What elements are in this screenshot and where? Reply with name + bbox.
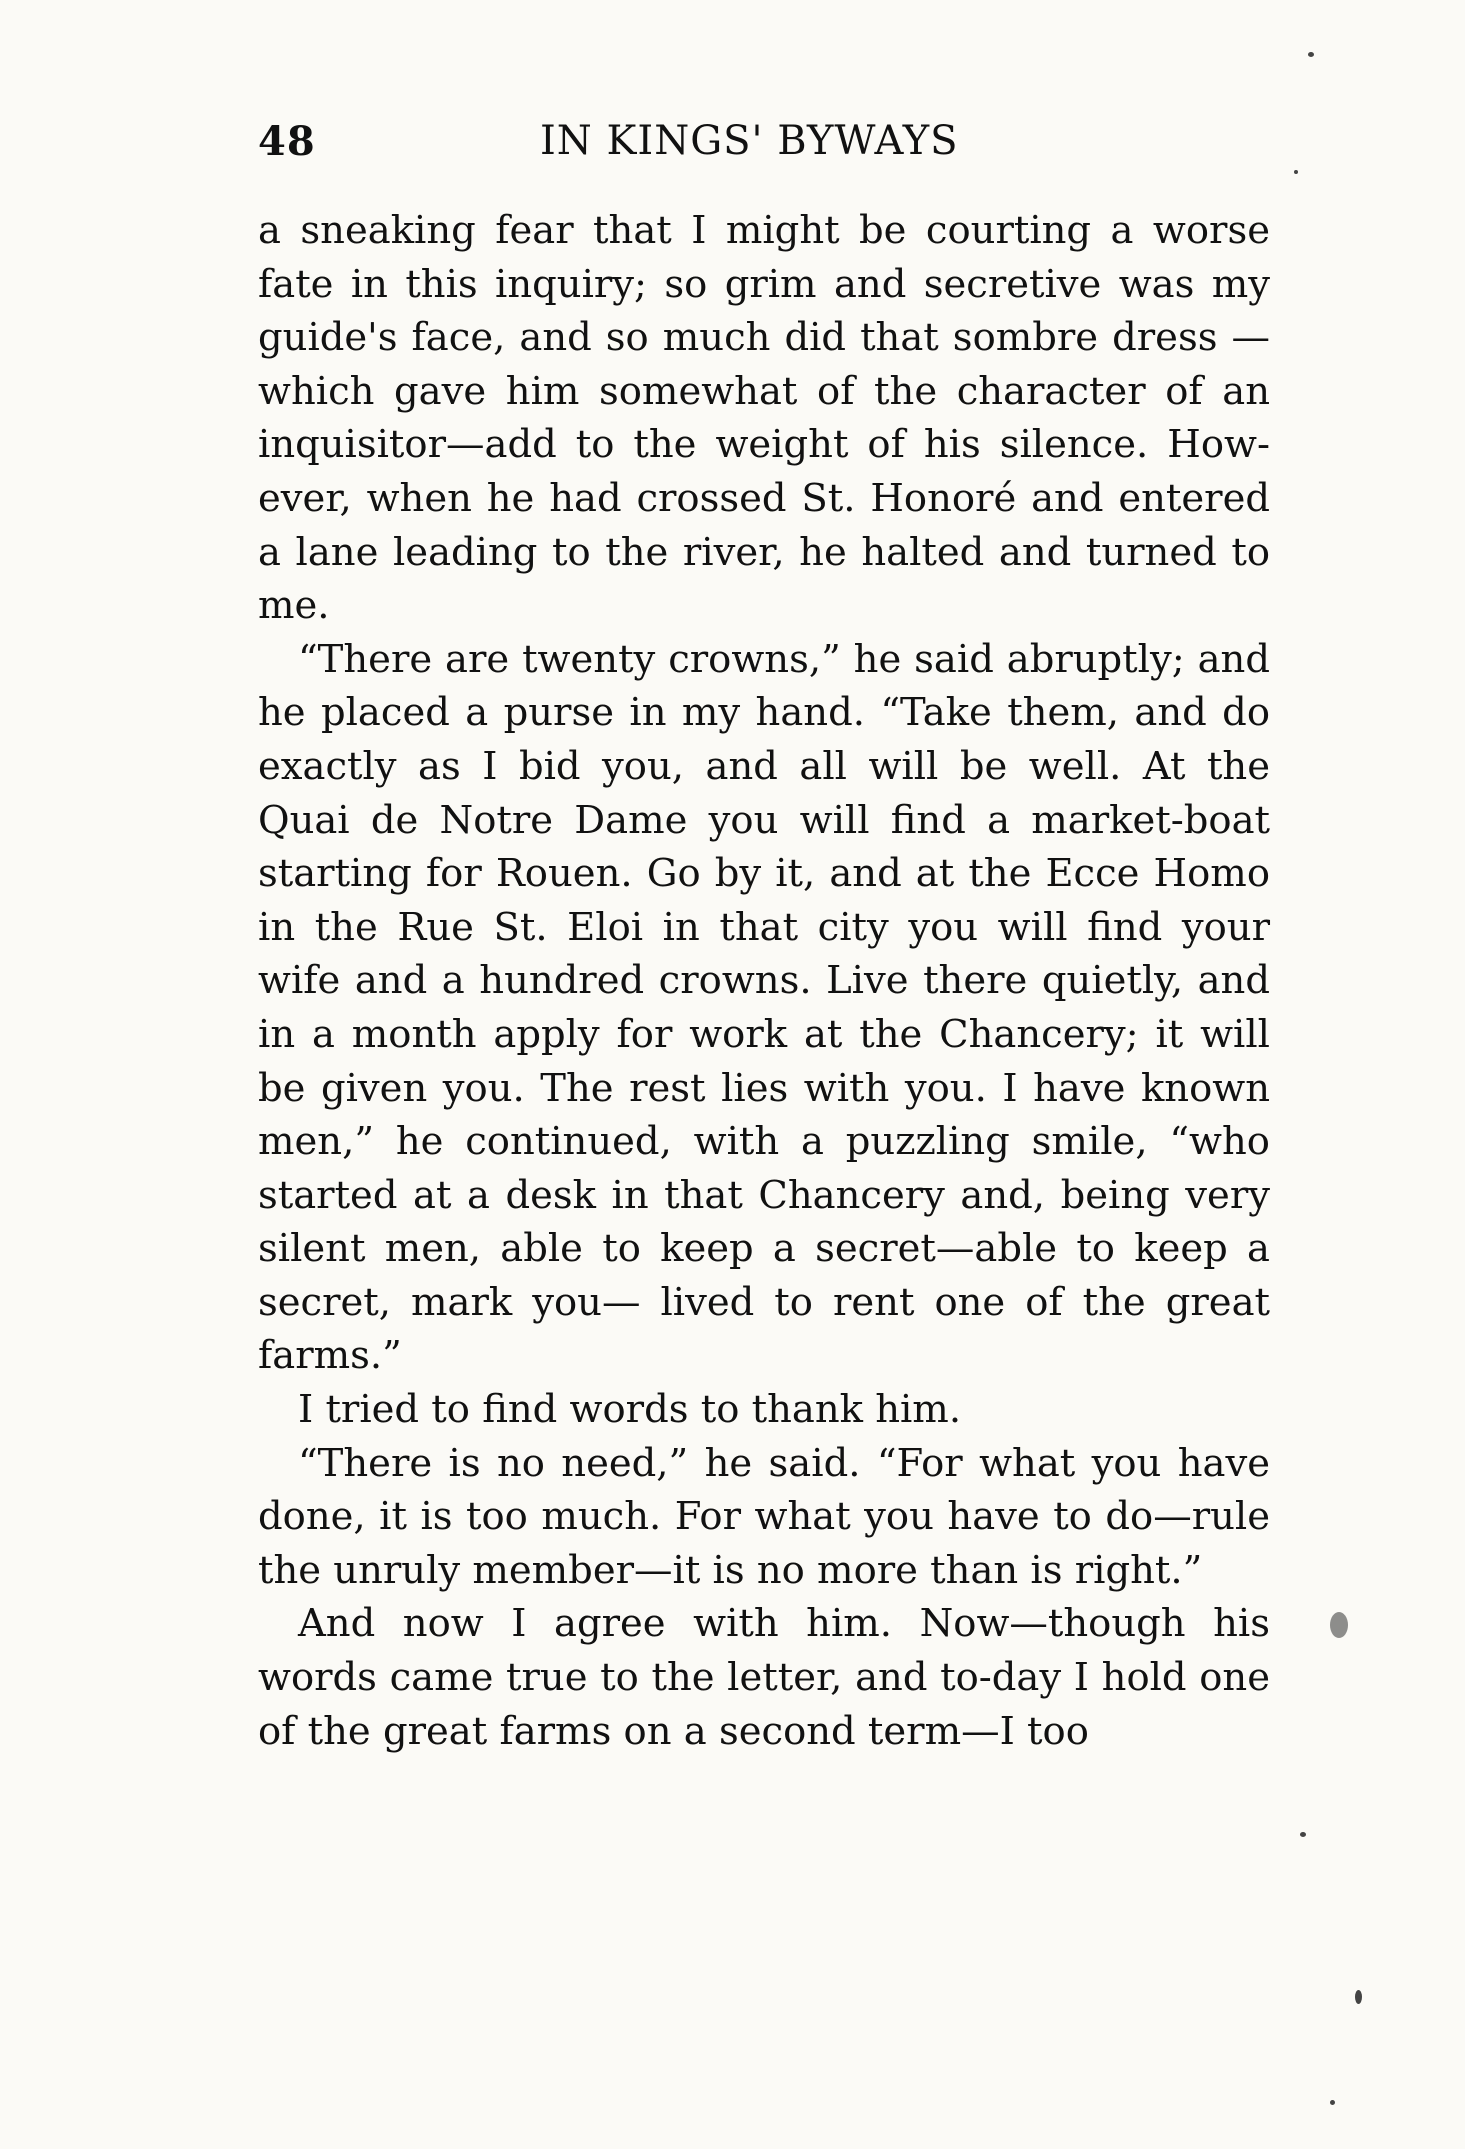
paragraph: I tried to find words to thank him. — [298, 1387, 962, 1433]
scan-speck — [1294, 170, 1298, 174]
paragraph: “There is no need,” he said. “For what you have done, it is too much. For what you have to do—rule the unruly member—it is no more than is right.” — [258, 1440, 1270, 1593]
paragraph: “There are twenty crowns,” he said abruptly; and he placed a purse in my hand. “Take them, and do exactly as I bid you, and all will be well. At the Quai de Notre Dame you will find a market-boat starting for Rouen. Go by it, and at the Ecce Homo in the Rue St. Eloi in that city you will find your wife and a hundred crowns. Live there quietly, and in a month apply for work at the Chancery; it will be given you. The rest lies with you. I have known men,” he continued, with a puzzling smile, “who started at a desk in that Chancery and, being very silent men, able to keep a secret—able to keep a secret, mark you— lived to rent one of the great farms.” — [258, 636, 1270, 1379]
scan-speck — [1355, 1990, 1362, 2004]
scan-speck — [1330, 2100, 1335, 2105]
paragraph: And now I agree with him. Now—though his words came true to the letter, and to-day I hold one of the great farms on a second term—I too — [258, 1601, 1270, 1754]
scan-speck — [1330, 1612, 1348, 1638]
scan-speck — [1300, 1832, 1306, 1837]
running-title: IN KINGS' BYWAYS — [540, 118, 959, 164]
page-header — [258, 118, 1268, 178]
page-number: 48 — [258, 118, 316, 165]
scan-speck — [1308, 52, 1314, 57]
paragraph: a sneaking fear that I might be courting a worse fate in this inquiry; so grim and secretive was my guide's face, and so much did that sombre dress —which gave him somewhat of the character of an inquisitor—add to the weight of his silence. However, when he had crossed St. Honoré and entered a lane leading to the river, he halted and turned to me. — [258, 208, 1270, 629]
body-text — [258, 204, 1270, 1758]
